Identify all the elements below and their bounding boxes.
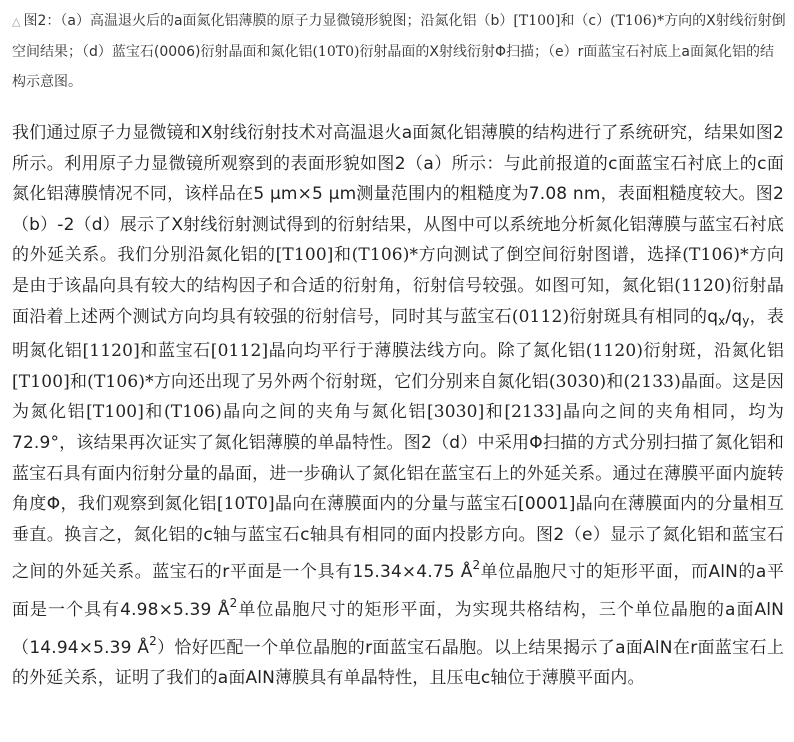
text: 衍射斑具有相同的q [569, 306, 719, 327]
subscript: x [718, 313, 726, 328]
caption-text: 图2：（a）高温退火后的a面氮化铝薄膜的原子力显微镜形貌图；沿氮化铝（b） [23, 13, 514, 29]
miller-index: [0112] [210, 341, 269, 362]
caption-text: 衍射晶面的X射线衍射Φ扫描；（e）r面蓝宝石衬底上a面氮化铝的结构示意图。 [12, 44, 774, 90]
text: 和 [484, 402, 505, 423]
text: 我们通过原子力显微镜和X射线衍射技术对高温退火a面氮化铝薄膜的结构进行了系统研究，结果如图2所示。利用原子力显微镜所观察到的表面形貌如图2（a）所示：与此前报道的c面蓝宝石衬底上的c面氮化铝薄膜情况不同，该样品在5 μm×5 μm测量范围内的粗糙度为7.08 nm，表面粗糙度较大。图2（b）-2（d）展示了X射线衍射测试得到的衍射结果，从图中可以系统地分析氮化铝薄膜与蓝宝石衬底的外延关系。我们分别沿氮化铝的 [12, 123, 784, 266]
miller-index: [3030] [426, 402, 485, 423]
body-paragraph [12, 118, 784, 694]
caption-text: 方向的X射线衍射倒空间结果；（d）蓝宝石(0006)衍射晶面和氮化铝 [12, 13, 786, 60]
text: 晶面。这是因为氮化铝 [12, 371, 784, 423]
text: 晶向之间的夹角相同，均为72.9°，该结果再次证实了氮化铝薄膜的单晶特性。图2（d）中采用Φ扫描的方式分别扫描了氮化铝和蓝宝石具有面内衍射分量的晶面，进一步确认了氮化铝在蓝宝石上的外延关系。通过在薄膜平面内旋转角度Φ，我们观察到氮化铝 [12, 402, 784, 515]
text: 和 [333, 245, 352, 266]
text: 方向还出现了另外两个衍射斑，它们分别来自氮化铝 [153, 371, 549, 392]
miller-index: [T100] [275, 245, 334, 266]
miller-index: [10T0] [216, 494, 275, 515]
text: ）恰好匹配一个单位晶胞的r面蓝宝石晶胞。以上结果揭示了a面AlN在r面蓝宝石上的外延关系，证明了我们的a面AlN薄膜具有单晶特性，且压电c轴位于薄膜平面内。 [12, 637, 784, 689]
text: 单位晶胞尺寸的矩形平面，而AlN的a平面是一个具有4.98×5.39 Å [12, 562, 784, 620]
text: 晶向均平行于薄膜法线方向。除了氮化铝 [268, 341, 586, 362]
caption-miller-index: [T100] [513, 13, 561, 29]
text: 晶向在薄膜面内的分量与蓝宝石[0001]晶向在薄膜面内的分量相互垂直。换言之，氮化铝的c轴与蓝宝石c轴具有相同的面内投影方向。图2（e）显示了氮化铝和蓝宝石之间的外延关系。蓝宝石的r平面是一个具有15.34×4.75 Å [12, 494, 784, 583]
superscript: 2 [229, 595, 238, 610]
miller-index: (T106)* [351, 245, 419, 266]
text: 单位晶胞尺寸的矩形平面，为实现共格结构，三个单位晶胞的a面AlN（14.94×5.39 Å [12, 599, 784, 658]
text: /q [725, 306, 743, 327]
text: 晶向之间的夹角与氮化铝 [221, 402, 427, 423]
miller-index: (0112) [511, 306, 570, 327]
miller-index: [2133] [504, 402, 562, 423]
text: 和 [69, 371, 88, 392]
miller-index: (T106) [163, 402, 222, 423]
superscript: 2 [149, 633, 157, 648]
caption-miller-index: (10T0) [312, 44, 360, 60]
text: 和蓝宝石 [139, 341, 211, 362]
figure-caption [12, 6, 786, 97]
miller-index: (1120) [585, 341, 644, 362]
miller-index: (1120) [674, 275, 732, 296]
miller-index: (3030) [548, 371, 607, 392]
miller-index: (2133) [623, 371, 681, 392]
miller-index: [T100] [12, 371, 70, 392]
superscript: 2 [472, 558, 481, 573]
miller-index: (T106)* [87, 371, 154, 392]
text: 方向是由于该晶向具有较大的结构因子和合适的衍射角，衍射信号较强。如图可知，氮化铝 [12, 245, 784, 296]
miller-index: (T106)* [682, 245, 749, 266]
caption-icon: △ [12, 15, 21, 28]
text: 衍射斑，沿氮化铝 [643, 341, 785, 362]
subscript: y [742, 313, 750, 328]
text: 和 [144, 402, 164, 423]
caption-miller-index: (T106)* [610, 13, 665, 29]
miller-index: [T100] [86, 402, 145, 423]
miller-index: [1120] [82, 341, 140, 362]
text: 和 [606, 371, 624, 392]
caption-text: 和（c） [560, 13, 611, 29]
text: 衍射晶面沿着上述两个测试方向均具有较强的衍射信号，同时其与蓝宝石 [12, 275, 785, 327]
text: 方向测试了倒空间衍射图谱，选择 [418, 245, 683, 266]
text: ，表明氮化铝 [12, 306, 784, 362]
